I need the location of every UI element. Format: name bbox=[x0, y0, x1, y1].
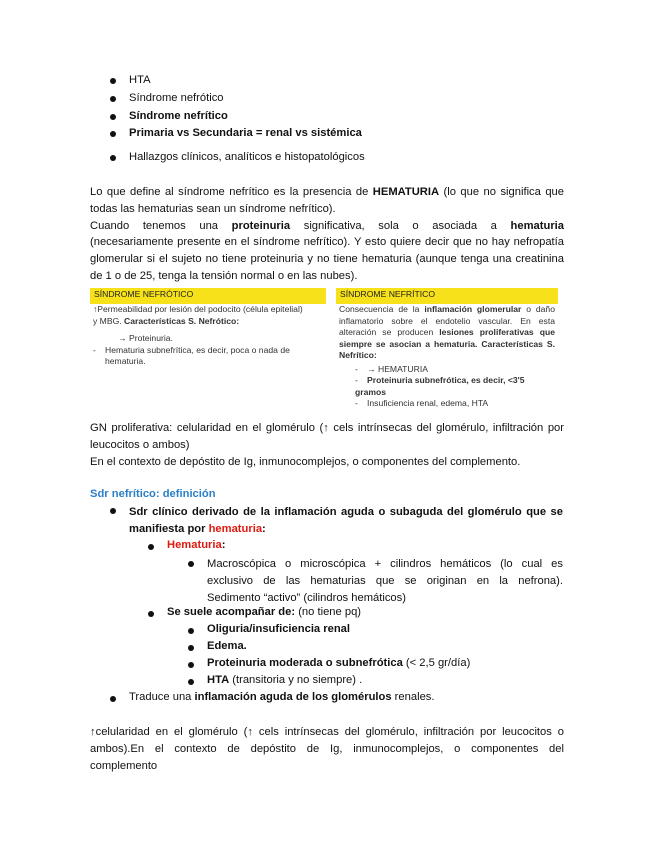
text-bold: inflamación glomerular bbox=[424, 304, 522, 314]
text: inflamatorio sobre el endotelio vascular. En esta bbox=[339, 315, 555, 326]
traduce-item bbox=[129, 691, 435, 703]
text: (no tiene pq) bbox=[298, 606, 362, 618]
text: GN proliferativa: celularidad en el glomérulo (↑ cels intrínsecas del glomérulo, infiltración por bbox=[90, 422, 564, 434]
list-item: Hallazgos clínicos, analíticos e histopatológicos bbox=[129, 151, 365, 163]
macroscopica-item bbox=[207, 556, 563, 606]
bullet-dot bbox=[188, 628, 194, 634]
list-item: Primaria vs Secundaria = renal vs sistémica bbox=[129, 127, 362, 139]
comparison-table bbox=[90, 288, 558, 410]
text: complemento bbox=[90, 759, 158, 772]
gn-paragraph bbox=[90, 420, 564, 470]
text: → Proteinuria. bbox=[118, 333, 173, 343]
text: (lo que no significa que bbox=[439, 186, 564, 198]
text-hematuria: Hematuria bbox=[167, 539, 222, 551]
text: Hematuria subnefrítica, es decir, poca o nada de bbox=[105, 344, 290, 355]
text: Lo que define al síndrome nefrítico es la presencia de bbox=[90, 186, 373, 198]
text: exclusivo de las hematurias que se originan en la nefrona). bbox=[207, 574, 563, 587]
text-bold: Nefrítico: bbox=[339, 350, 377, 360]
bullet-dot bbox=[110, 508, 116, 514]
list-item: → HEMATURIA bbox=[367, 363, 428, 374]
text: renales. bbox=[391, 691, 435, 703]
text: Consecuencia de la bbox=[339, 304, 425, 314]
text: significativa, sola o asociada a bbox=[290, 219, 511, 232]
text-bold: Proteinuria moderada o subnefrótica bbox=[207, 657, 403, 669]
bullet-dot bbox=[188, 662, 194, 668]
text: o daño bbox=[521, 304, 555, 314]
text: hematuria. bbox=[105, 356, 146, 366]
text-bold: manifiesta por bbox=[129, 522, 209, 535]
cell-nefritico: Consecuencia de la inflamación glomerular o daño inflamatorio sobre el endotelio vascular. En esta alteración se producen lesiones proliferativas que siempre se asocian a hematuria. Características S. Nefrítico: - → HEMATURIA - Proteinuria subnefrótica, es decir, <3'5 gramos - Insuficiencia renal, edema, HTA bbox=[339, 304, 555, 408]
bullet-dot bbox=[188, 645, 194, 651]
text: ambos).En el contexto de depóstito de Ig, inmunocomplejos, o componentes del bbox=[90, 742, 564, 755]
definition-item bbox=[129, 504, 563, 538]
text-bold: Características S. Nefrótico: bbox=[124, 315, 240, 326]
text: ↑celularidad en el glomérulo (↑ cels intrínsecas del glomérulo, infiltración por leucocitos o bbox=[90, 726, 564, 738]
text-bold: Se suele acompañar de: bbox=[167, 606, 299, 618]
bullet-dot bbox=[188, 679, 194, 685]
intro-paragraph bbox=[90, 184, 564, 285]
header-nefrotico: SÍNDROME NEFRÓTICO bbox=[90, 288, 326, 304]
bullet-dot bbox=[110, 131, 116, 137]
text-bold: hematuria bbox=[510, 219, 565, 232]
header-nefritico: SÍNDROME NEFRÍTICO bbox=[336, 288, 558, 304]
section-heading: Sdr nefrítico: definición bbox=[90, 488, 216, 500]
text: Cuando tenemos una bbox=[90, 219, 232, 232]
bullet-dot bbox=[110, 114, 116, 120]
text-bold: HEMATURIA bbox=[372, 186, 440, 198]
closing-paragraph bbox=[90, 724, 564, 774]
cell-nefrotico: ↑Permeabilidad por lesión del podocito (célula epitelial) y MBG. Características S. Nefrótico: → Proteinuria. - Hematuria subnefrítica, es decir, poca o nada de hematuria. bbox=[90, 304, 326, 410]
text-bold: inflamación aguda de los glomérulos bbox=[194, 691, 392, 703]
bullet-dot bbox=[188, 561, 194, 567]
list-item: Proteinuria subnefrótica, es decir, <3'5 gramos bbox=[355, 375, 525, 397]
text-bold: : bbox=[221, 539, 226, 551]
bullet-dot bbox=[110, 96, 116, 102]
text: alteración se producen bbox=[339, 327, 440, 337]
text: todas las hematurias sean un síndrome nefrítico). bbox=[90, 202, 336, 215]
text: y MBG. bbox=[93, 315, 125, 326]
text: de 1 o de 25, tenga la tensión normal o en las nubes). bbox=[90, 269, 358, 282]
bullet-dot bbox=[148, 611, 154, 617]
text-bold: : bbox=[262, 522, 266, 535]
list-item bbox=[207, 674, 362, 686]
list-item: Síndrome nefrítico bbox=[129, 110, 228, 122]
text: leucocitos o ambos) bbox=[90, 438, 190, 451]
bullet-dot bbox=[110, 696, 116, 702]
text: Macroscópica o microscópica + cilindros hemáticos (lo cual es bbox=[207, 558, 563, 570]
text-bold: proteinuria bbox=[231, 219, 291, 232]
list-item bbox=[207, 657, 470, 669]
list-item: Síndrome nefrótico bbox=[129, 92, 224, 104]
text-bold: Sdr clínico derivado de la inflamación aguda o subaguda del glomérulo que se bbox=[129, 506, 563, 518]
text: (necesariamente presente en el síndrome nefrítico). Y esto quiere decir que no hay nefropatía bbox=[90, 236, 564, 249]
hematuria-item bbox=[167, 539, 225, 551]
list-item: HTA bbox=[129, 74, 151, 86]
bullet-dot bbox=[110, 78, 116, 84]
text: En el contexto de depóstito de Ig, inmunocomplejos, o componentes del complemento. bbox=[90, 455, 521, 468]
text: (transitoria y no siempre) . bbox=[229, 674, 363, 686]
text-hematuria: hematuria bbox=[208, 522, 263, 535]
list-item: Oliguria/insuficiencia renal bbox=[207, 623, 350, 635]
text: (< 2,5 gr/día) bbox=[402, 657, 471, 669]
text: glomerular si el sujeto no tiene proteinuria y no tiene hematuria (aunque tenga una creatinina bbox=[90, 253, 564, 266]
list-item: Insuficiencia renal, edema, HTA bbox=[367, 398, 489, 408]
text: ↑Permeabilidad por lesión del podocito (célula epitelial) bbox=[93, 304, 303, 314]
list-item: Edema. bbox=[207, 640, 247, 652]
bullet-dot bbox=[110, 155, 116, 161]
text: Sedimento “activo” (cilindros hemáticos) bbox=[207, 591, 406, 604]
acompanar-item bbox=[167, 606, 361, 618]
text-bold: lesiones proliferativas que bbox=[439, 327, 555, 337]
text-bold: HTA bbox=[207, 674, 230, 686]
bullet-dot bbox=[148, 544, 154, 550]
text: Traduce una bbox=[129, 691, 195, 703]
text-bold: siempre se asocian a hematuria. Características S. bbox=[339, 338, 555, 349]
